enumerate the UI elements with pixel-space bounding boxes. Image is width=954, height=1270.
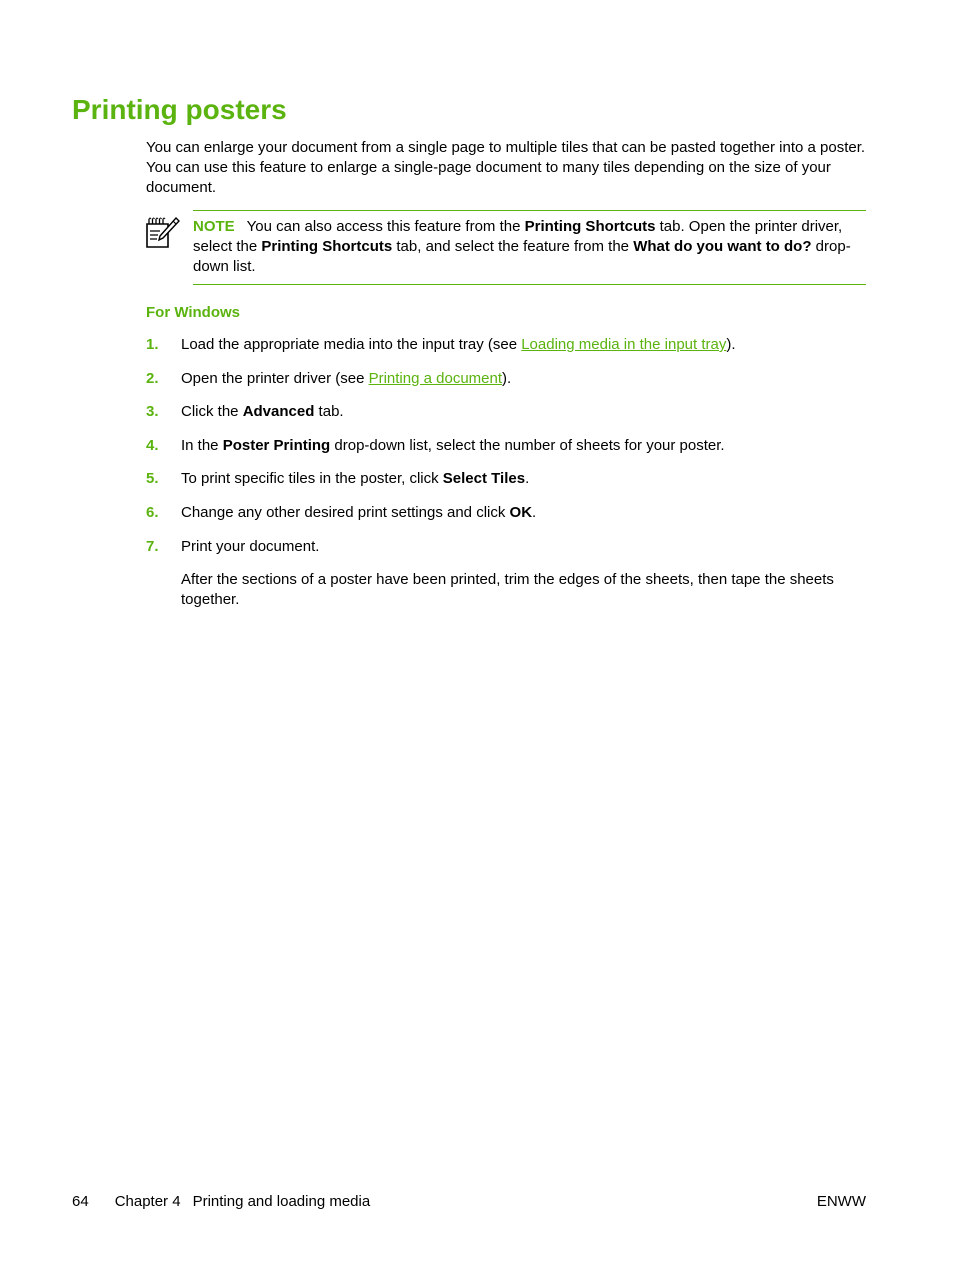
step-number: 3. (146, 403, 159, 421)
step-6 (146, 503, 871, 523)
step-text-segment: . (525, 470, 530, 488)
step-7 (146, 537, 871, 610)
step-bold-term: OK (509, 503, 533, 521)
step-number: 4. (146, 436, 159, 454)
step-number: 7. (146, 537, 159, 555)
step-text-segment: Load the appropriate media into the input tray (see (181, 336, 522, 353)
step-text (181, 402, 871, 422)
step-text (181, 469, 871, 489)
step-text-segment: ). (726, 336, 736, 353)
step-followup-paragraph: After the sections of a poster have been printed, trim the edges of the sheets, then tape the sheets together. (181, 570, 834, 608)
note-label: NOTE (193, 218, 235, 235)
step-4 (146, 436, 871, 456)
step-text-segment: Change any other desired print settings and click (181, 503, 510, 521)
page-title: Printing posters (72, 94, 287, 125)
step-text-segment: drop-down list, select the number of sheets for your poster. (330, 436, 725, 454)
step-1 (146, 335, 871, 355)
intro-paragraph: You can enlarge your document from a single page to multiple tiles that can be pasted together into a poster. You can use this feature to enlarge a single-page document to many tiles depending on the size of your document. (146, 139, 866, 196)
link-printing-a-document[interactable]: Printing a document (368, 369, 503, 387)
step-text (181, 335, 871, 355)
step-number: 6. (146, 503, 159, 521)
footer-right: ENWW (816, 1193, 866, 1210)
step-bold-term: Select Tiles (442, 470, 526, 488)
step-text: Print your document. (181, 537, 320, 555)
footer-chapter: Chapter 4 (114, 1193, 181, 1210)
step-text (181, 503, 871, 523)
note-box (193, 210, 866, 285)
note-text-segment: drop-down list. (193, 238, 851, 275)
note-bold-printing-shortcuts: Printing Shortcuts (261, 238, 393, 255)
steps-list (146, 335, 871, 623)
footer-left (72, 1192, 370, 1212)
step-text (181, 436, 871, 456)
step-5 (146, 469, 871, 489)
section-heading-for-windows: For Windows (146, 304, 241, 321)
step-text-segment: tab. (314, 403, 344, 421)
note-bold-what-do-you-want: What do you want to do? (633, 238, 812, 255)
step-text-segment: Click the (181, 403, 243, 421)
step-text-segment: ). (502, 369, 512, 387)
step-3 (146, 402, 871, 422)
link-loading-media[interactable]: Loading media in the input tray (521, 336, 727, 353)
step-text-segment: . (532, 503, 537, 521)
note-pad-icon (142, 214, 180, 250)
step-bold-term: Poster Printing (222, 436, 331, 454)
step-number: 2. (146, 369, 159, 387)
step-bold-term: Advanced (242, 403, 315, 421)
page-number: 64 (72, 1193, 89, 1210)
step-text-segment: In the (181, 436, 223, 454)
footer-chapter-title: Printing and loading media (192, 1193, 371, 1210)
note-text-segment: tab, and select the feature from the (392, 238, 634, 255)
step-text-segment: To print specific tiles in the poster, click (181, 470, 443, 488)
step-number: 5. (146, 470, 159, 488)
note-text (193, 217, 869, 277)
note-text-segment: You can also access this feature from the (246, 218, 525, 235)
step-text (181, 369, 871, 389)
step-2 (146, 369, 871, 389)
step-text-segment: Open the printer driver (see (181, 369, 369, 387)
step-number: 1. (146, 336, 159, 353)
note-bold-printing-shortcuts: Printing Shortcuts (524, 218, 656, 235)
note-text-segment: tab. Open the printer driver, select the (193, 218, 843, 255)
